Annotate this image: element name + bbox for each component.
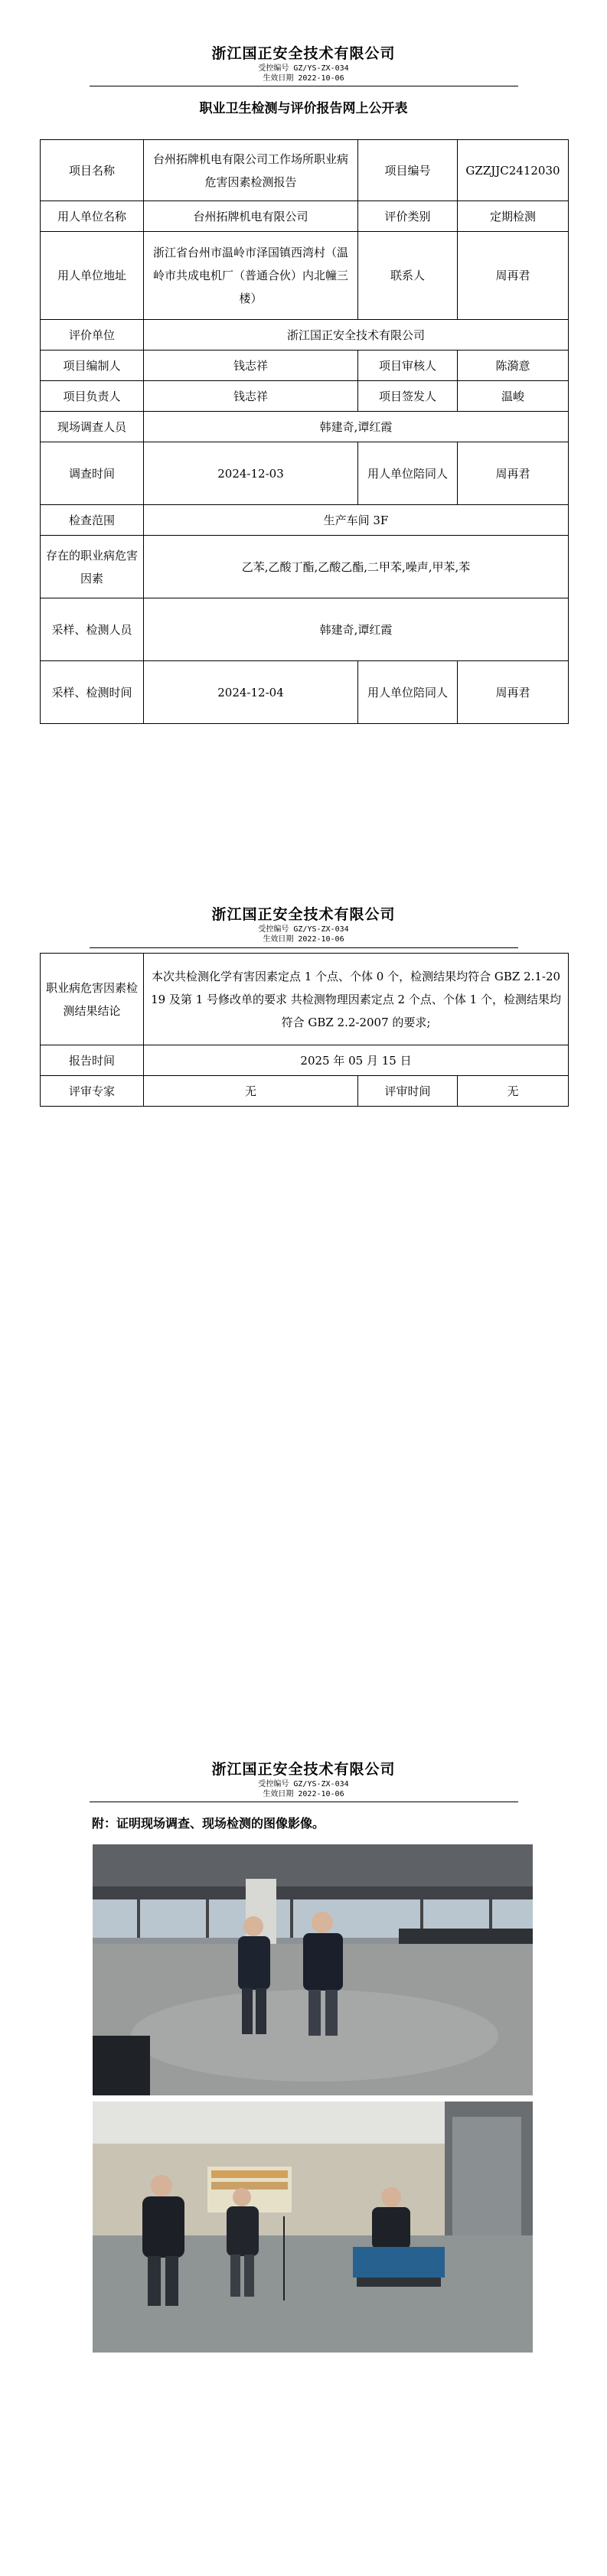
eval-type-value: 定期检测	[458, 201, 569, 232]
survey-time-value: 2024-12-03	[144, 442, 358, 505]
hazards-label: 存在的职业病危害因素	[41, 536, 144, 598]
table-row	[41, 954, 569, 1045]
project-no-label: 项目编号	[358, 140, 458, 201]
compiler-label: 项目编制人	[41, 351, 144, 381]
effective-date: 生效日期 2022-10-06	[263, 1790, 344, 1798]
header-rule	[90, 947, 518, 948]
project-no-value: GZZJJC2412030	[458, 140, 569, 201]
investigators-label: 现场调查人员	[41, 412, 144, 442]
conclusion-label: 职业病危害因素检测结果结论	[41, 954, 144, 1045]
conclusion-table	[40, 953, 569, 1107]
sampling-staff-label: 采样、检测人员	[41, 598, 144, 661]
report-time-label: 报告时间	[41, 1045, 144, 1076]
table-row	[41, 320, 569, 351]
project-name-label: 项目名称	[41, 140, 144, 201]
survey-time-label: 调查时间	[41, 442, 144, 505]
table-row	[41, 201, 569, 232]
site-detection-photo	[93, 2102, 533, 2353]
issuer-value: 温峻	[458, 381, 569, 412]
table-row	[41, 1045, 569, 1076]
accompany2-label: 用人单位陪同人	[358, 661, 458, 724]
accompany-value: 周再君	[458, 442, 569, 505]
report-title: 职业卫生检测与评价报告网上公开表	[199, 101, 408, 116]
table-row	[41, 598, 569, 661]
table-row	[41, 232, 569, 320]
scope-value: 生产车间 3F	[144, 505, 569, 536]
report-time-value: 2025 年 05 月 15 日	[144, 1045, 569, 1076]
reviewer-value: 陈漪意	[458, 351, 569, 381]
table-row	[41, 140, 569, 201]
eval-type-label: 评价类别	[358, 201, 458, 232]
table-row	[41, 661, 569, 724]
controlled-code: 受控编号 GZ/YS-ZX-034	[258, 1780, 349, 1789]
leader-value: 钱志祥	[144, 381, 358, 412]
accompany2-value: 周再君	[458, 661, 569, 724]
employer-label: 用人单位名称	[41, 201, 144, 232]
sampling-staff-value: 韩建奇,谭红霞	[144, 598, 569, 661]
reviewer-label: 项目审核人	[358, 351, 458, 381]
leader-label: 项目负责人	[41, 381, 144, 412]
table-row	[41, 505, 569, 536]
eval-unit-label: 评价单位	[41, 320, 144, 351]
investigators-value: 韩建奇,谭红霞	[144, 412, 569, 442]
controlled-code: 受控编号 GZ/YS-ZX-034	[258, 64, 349, 73]
table-row	[41, 536, 569, 598]
contact-label: 联系人	[358, 232, 458, 320]
conclusion-value: 本次共检测化学有害因素定点 1 个点、个体 0 个，检测结果均符合 GBZ 2.1-2019 及第 1 号修改单的要求 共检测物理因素定点 2 个点、个体 1 个，检测结果均符合 GBZ 2.2-2007 的要求;	[144, 954, 569, 1045]
sampling-time-value: 2024-12-04	[144, 661, 358, 724]
disclosure-table	[40, 139, 569, 724]
table-row	[41, 351, 569, 381]
sampling-time-label: 采样、检测时间	[41, 661, 144, 724]
attachment-note: 附：证明现场调查、现场检测的图像影像。	[92, 1816, 325, 1831]
company-header: 浙江国正安全技术有限公司	[211, 906, 396, 923]
table-row	[41, 1076, 569, 1107]
site-detection-photo-image	[93, 2102, 533, 2353]
effective-date: 生效日期 2022-10-06	[263, 74, 344, 83]
review-time-label: 评审时间	[358, 1076, 458, 1107]
address-value: 浙江省台州市温岭市泽国镇西湾村（温岭市共成电机厂（普通合伙）内北幢三楼）	[144, 232, 358, 320]
company-header: 浙江国正安全技术有限公司	[211, 1761, 396, 1778]
company-header: 浙江国正安全技术有限公司	[211, 45, 396, 62]
table-row	[41, 381, 569, 412]
experts-value: 无	[144, 1076, 358, 1107]
controlled-code: 受控编号 GZ/YS-ZX-034	[258, 925, 349, 934]
issuer-label: 项目签发人	[358, 381, 458, 412]
hazards-value: 乙苯,乙酸丁酯,乙酸乙酯,二甲苯,噪声,甲苯,苯	[144, 536, 569, 598]
eval-unit-value: 浙江国正安全技术有限公司	[144, 320, 569, 351]
experts-label: 评审专家	[41, 1076, 144, 1107]
contact-value: 周再君	[458, 232, 569, 320]
accompany-label: 用人单位陪同人	[358, 442, 458, 505]
site-survey-photo-image	[93, 1844, 533, 2095]
table-row	[41, 412, 569, 442]
effective-date: 生效日期 2022-10-06	[263, 935, 344, 944]
scope-label: 检查范围	[41, 505, 144, 536]
address-label: 用人单位地址	[41, 232, 144, 320]
site-survey-photo	[93, 1844, 533, 2095]
employer-value: 台州拓牌机电有限公司	[144, 201, 358, 232]
compiler-value: 钱志祥	[144, 351, 358, 381]
table-row	[41, 442, 569, 505]
review-time-value: 无	[458, 1076, 569, 1107]
project-name-value: 台州拓牌机电有限公司工作场所职业病危害因素检测报告	[144, 140, 358, 201]
